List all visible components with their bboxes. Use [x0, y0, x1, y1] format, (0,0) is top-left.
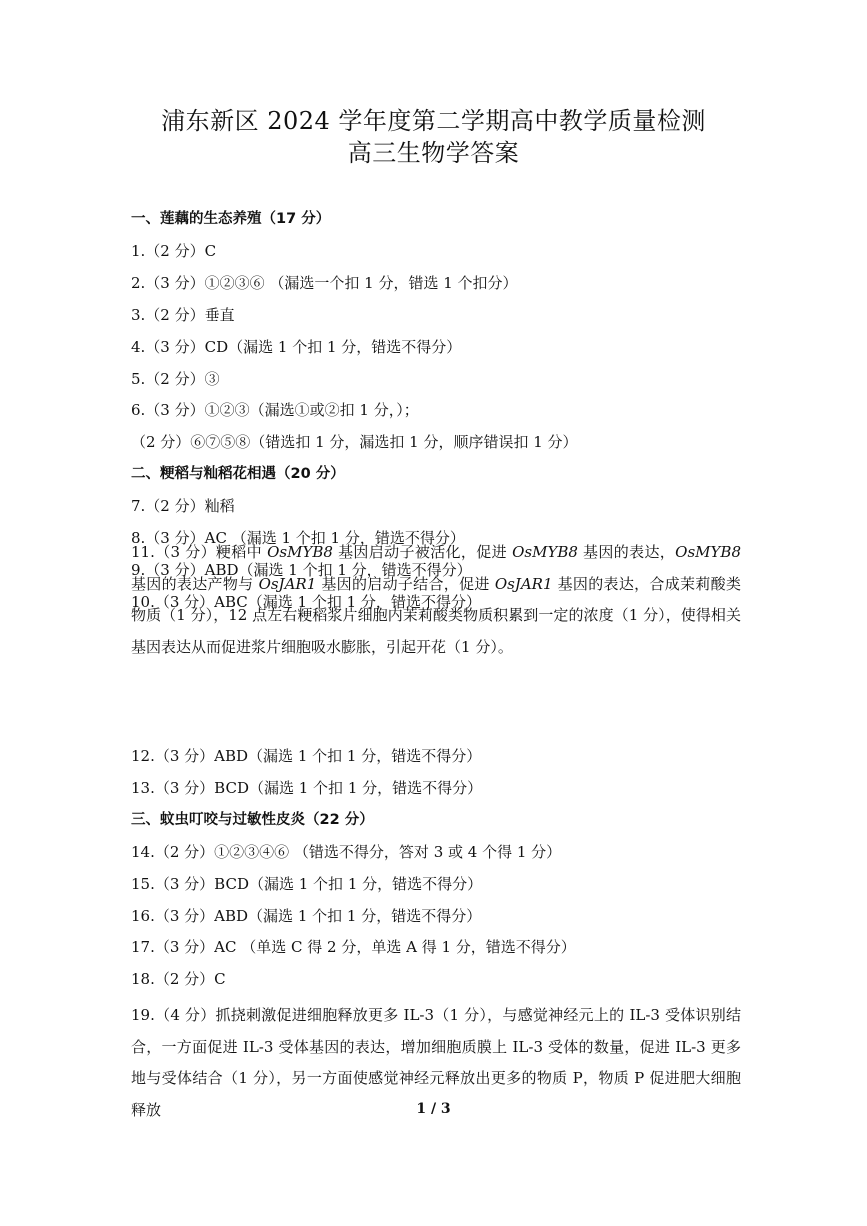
page-number: 1 / 3 [416, 1101, 451, 1117]
answer-item: 10.（3 分）ABC（漏选 1 个扣 1 分，错选不得分） [131, 592, 481, 611]
answer-item: 14.（2 分）①②③④⑥ （错选不得分，答对 3 或 4 个得 1 分） [131, 842, 562, 861]
answer-11-text: 基因的表达产物与 [131, 574, 259, 593]
answer-19-paragraph: 19.（4 分）抓挠刺激促进细胞释放更多 IL-3（1 分），与感觉神经元上的 IL-3 受体识别结合，一方面促进 IL-3 受体基因的表达，增加细胞质膜上 IL-3 受体的数量，促进 IL-3 更多地与受体结合（1 分），另一方面使感觉神经元释放出更多的物质 P，物质 P 促进肥大细胞释放 [131, 1006, 741, 1119]
gene-name: OsMYB8 [512, 543, 578, 561]
answer-item: 1.（2 分）C [131, 241, 217, 260]
gene-name: OsMYB8 [267, 543, 333, 561]
answer-item: 8.（3 分）AC （漏选 1 个扣 1 分，错选不得分） [131, 529, 465, 547]
answer-11-text: 基因的表达， [577, 543, 676, 561]
gene-name: OsJAR1 [494, 574, 553, 593]
answer-item: 2.（3 分）①②③⑥ （漏选一个扣 1 分，错选 1 个扣分） [131, 273, 518, 292]
gene-name: OsMYB8 [675, 543, 741, 561]
answer-11-paragraph [131, 537, 741, 663]
answer-item: 18.（2 分）C [131, 970, 226, 989]
document-title: 浦东新区 2024 学年度第二学期高中教学质量检测 [161, 107, 706, 135]
answer-item: 6.（3 分）①②③（漏选①或②扣 1 分，）； [131, 401, 419, 420]
section-heading: 三、蚊虫叮咬与过敏性皮炎（22 分） [131, 811, 374, 828]
answer-item: 3.（2 分）垂直 [131, 305, 235, 324]
answer-item: 16.（3 分）ABD（漏选 1 个扣 1 分，错选不得分） [131, 906, 482, 925]
answer-item: 5.（2 分）③ [131, 369, 220, 388]
answer-item: 7.（2 分）籼稻 [131, 497, 235, 516]
document-subtitle: 高三生物学答案 [347, 139, 520, 167]
answer-11-text: 基因的表达，合成茉莉酸类物质（1 分），12 点左右粳稻浆片细胞内茉莉酸类物质积累到一定的浓度（1 分），使得相关基因表达从而促进浆片细胞吸水膨胀，引起开花（1 分）。 [131, 574, 741, 656]
section-heading: 二、粳稻与籼稻花相遇（20 分） [131, 466, 345, 483]
answer-item: 13.（3 分）BCD（漏选 1 个扣 1 分，错选不得分） [131, 778, 483, 797]
answer-11-text: 基因的启动子结合，促进 [316, 574, 495, 593]
answer-item: 4.（3 分）CD（漏选 1 个扣 1 分，错选不得分） [131, 337, 462, 356]
answer-item: 17.（3 分）AC （单选 C 得 2 分，单选 A 得 1 分，错选不得分） [131, 938, 576, 957]
answer-11-text: 11.（3 分）粳稻中 [131, 543, 268, 561]
answer-item: 9.（3 分）ABD（漏选 1 个扣 1 分，错选不得分） [131, 560, 472, 579]
answer-item: （2 分）⑥⑦⑤⑧（错选扣 1 分，漏选扣 1 分，顺序错误扣 1 分） [131, 433, 578, 452]
gene-name: OsJAR1 [258, 574, 317, 593]
answer-item: 15.（3 分）BCD（漏选 1 个扣 1 分，错选不得分） [131, 874, 483, 893]
answer-item: 12.（3 分）ABD（漏选 1 个扣 1 分，错选不得分） [131, 747, 482, 765]
answer-11-text: 基因启动子被活化，促进 [332, 543, 513, 561]
section-heading: 一、莲藕的生态养殖（17 分） [131, 211, 331, 227]
